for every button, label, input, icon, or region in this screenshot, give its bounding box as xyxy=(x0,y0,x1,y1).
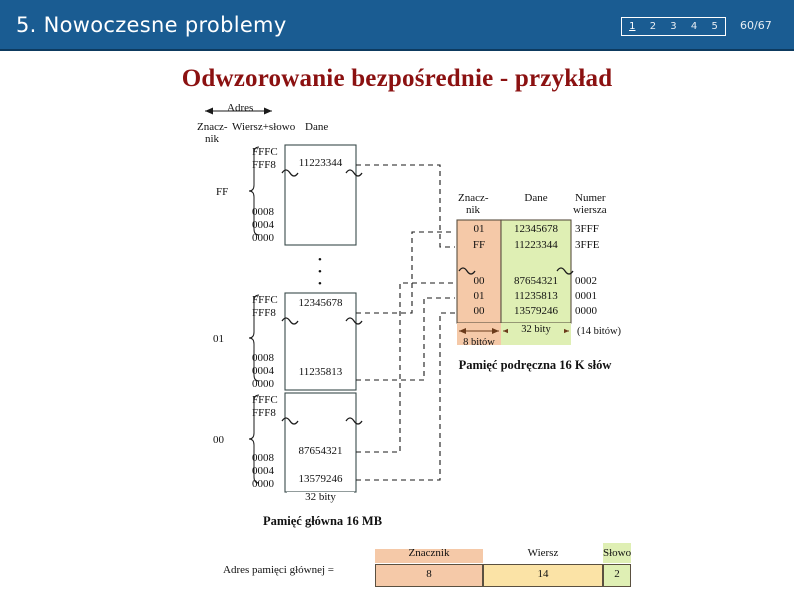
cache-row4-data: 13579246 xyxy=(514,305,558,317)
cache-row2-tag: 00 xyxy=(473,275,485,287)
mm-b1-addr-fffc: FFFC xyxy=(252,146,278,158)
mm-ellipsis-3: • xyxy=(318,278,322,290)
field-box-slowo xyxy=(603,564,631,587)
title-bar xyxy=(0,0,794,51)
mm-header-znacz: Znacz- xyxy=(197,121,228,133)
cache-header-wiersza: wiersza xyxy=(573,204,607,216)
mm-b1-addr-0008: 0008 xyxy=(252,206,274,218)
cache-tag-width-label: 8 bitów xyxy=(463,337,495,348)
cache-row1-data: 11223344 xyxy=(514,239,558,251)
field-name-slowo: Słowo xyxy=(603,547,632,559)
cache-caption: Pamięć podręczna 16 K słów xyxy=(458,358,612,372)
mm-b3-addr-0000: 0000 xyxy=(252,478,274,490)
mm-b3-addr-fff8: FFF8 xyxy=(252,407,276,419)
cache-row1-tag: FF xyxy=(472,239,486,251)
cache-line-width-label: (14 bitów) xyxy=(577,326,622,337)
mm-header-wiersz-slowo: Wiersz+słowo xyxy=(232,121,296,133)
cache-row0-line: 3FFF xyxy=(575,223,599,235)
mm-b2-addr-fffc: FFFC xyxy=(252,294,278,306)
cache-row1-line: 3FFE xyxy=(575,239,600,251)
mm-b3-addr-fffc: FFFC xyxy=(252,394,278,406)
mm-b3-addr-0004: 0004 xyxy=(252,465,274,477)
cache-header-nik: nik xyxy=(466,204,481,216)
cache-row2-line: 0002 xyxy=(575,275,597,287)
pager-item-2[interactable]: 2 xyxy=(649,20,657,32)
slide-heading: Odwzorowanie bezpośrednie - przykład xyxy=(181,65,613,92)
page-title: 5. Nowoczesne problemy xyxy=(16,13,287,37)
cache-row2-data: 87654321 xyxy=(514,275,558,287)
field-name-znacznik: Znacznik xyxy=(408,547,450,559)
cache-header-numer: Numer xyxy=(575,192,606,204)
cache-data-width-label: 32 bity xyxy=(508,324,564,335)
mm-b1-addr-fff8: FFF8 xyxy=(252,159,276,171)
cache-row3-tag: 01 xyxy=(473,290,485,302)
cache-row4-tag: 00 xyxy=(473,305,485,317)
diagram-canvas xyxy=(0,95,794,595)
cache-row3-data: 11235813 xyxy=(514,290,558,302)
pager-item-1[interactable]: 1 xyxy=(629,20,636,32)
cache-header-dane: Dane xyxy=(524,192,548,204)
cache-row0-tag: 01 xyxy=(473,223,485,235)
mm-b3-data-2: 13579246 xyxy=(298,473,343,485)
mm-b3-data-1: 87654321 xyxy=(298,445,343,457)
field-box-wiersz xyxy=(483,564,603,587)
cache-row4-line: 0000 xyxy=(575,305,597,317)
mm-b2-addr-0008: 0008 xyxy=(252,352,274,364)
mm-width-label: 32 bity xyxy=(287,492,354,504)
mm-b1-addr-0004: 0004 xyxy=(252,219,274,231)
mm-tag-ff: FF xyxy=(216,186,229,198)
cache-header-znacz: Znacz- xyxy=(458,192,489,204)
adres-axis-label: Adres xyxy=(227,102,254,114)
mm-caption: Pamięć główna 16 MB xyxy=(262,514,383,528)
mm-ellipsis-2: • xyxy=(318,266,322,278)
mm-b2-addr-fff8: FFF8 xyxy=(252,307,276,319)
pager-item-3[interactable]: 3 xyxy=(670,20,677,32)
mm-b1-addr-0000: 0000 xyxy=(252,232,274,244)
mm-b3-addr-0008: 0008 xyxy=(252,452,274,464)
pager-item-4[interactable]: 4 xyxy=(690,20,698,32)
address-bar-label: Adres pamięci głównej = xyxy=(223,564,334,576)
slide-counter: 60/67 xyxy=(740,19,772,32)
cache-row0-data: 12345678 xyxy=(514,223,558,235)
mm-tag-00: 00 xyxy=(213,434,224,446)
mm-header-dane: Dane xyxy=(305,121,329,133)
mm-ellipsis-1: • xyxy=(318,254,322,266)
field-bits-wiersz: 14 xyxy=(537,568,549,580)
mm-b1-data: 11223344 xyxy=(298,157,343,169)
field-bits-slowo: 2 xyxy=(614,568,620,580)
field-name-wiersz: Wiersz xyxy=(527,547,559,559)
mm-b2-data-top: 12345678 xyxy=(298,297,343,309)
cache-row3-line: 0001 xyxy=(575,290,597,302)
mm-tag-01: 01 xyxy=(213,333,224,345)
mm-b2-addr-0000: 0000 xyxy=(252,378,274,390)
field-box-znacznik xyxy=(375,564,483,587)
mm-b2-addr-0004: 0004 xyxy=(252,365,274,377)
mm-header-nik: nik xyxy=(205,133,220,145)
mm-b2-data-bottom: 11235813 xyxy=(298,366,343,378)
pager-item-5[interactable]: 5 xyxy=(711,20,718,32)
field-bits-znacznik: 8 xyxy=(426,568,432,580)
address-bar xyxy=(375,543,631,583)
section-pager[interactable] xyxy=(621,17,726,36)
